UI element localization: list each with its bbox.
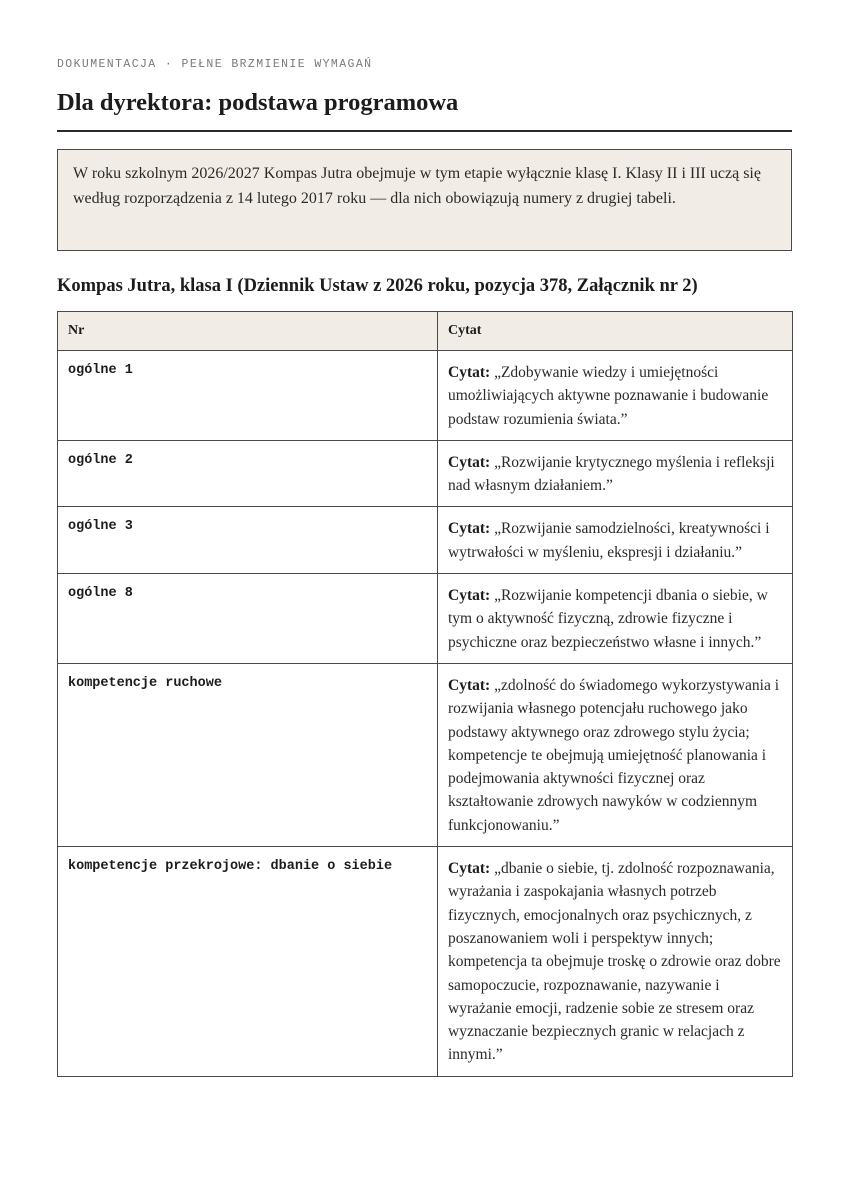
table-row bbox=[58, 663, 793, 846]
quote-text: „zdolność do świadomego wykorzystywania i rozwijania własnego potencjału ruchowego jako podstawy aktywnego oraz zdrowego stylu życia; kompetencje te obejmują umiejętność planowania i podejmowania aktywności fizycznej oraz kształtowanie zdrowych nawyków w codziennym funkcjonowaniu.” bbox=[448, 676, 780, 834]
row-quote-cell bbox=[438, 507, 793, 574]
table-row bbox=[58, 351, 793, 441]
row-number-cell: ogólne 3 bbox=[58, 507, 438, 574]
row-number-cell: kompetencje przekrojowe: dbanie o siebie bbox=[58, 847, 438, 1077]
column-header-nr: Nr bbox=[58, 312, 438, 351]
quote-label: Cytat: bbox=[448, 364, 491, 381]
row-quote-cell bbox=[438, 574, 793, 664]
quote-text: „Rozwijanie samodzielności, kreatywności i wytrwałości w myśleniu, ekspresji i działaniu.” bbox=[448, 520, 770, 561]
row-quote-cell bbox=[438, 440, 793, 507]
table-row bbox=[58, 847, 793, 1077]
requirements-table bbox=[57, 311, 793, 1077]
info-note bbox=[57, 149, 792, 251]
quote-label: Cytat: bbox=[448, 676, 491, 694]
quote-text: „Zdobywanie wiedzy i umiejętności umożliwiających aktywne poznawanie i budowanie podstaw rozumienia świata.” bbox=[448, 364, 769, 428]
table-row bbox=[58, 440, 793, 507]
row-quote-cell bbox=[438, 847, 793, 1077]
quote-text: „Rozwijanie krytycznego myślenia i refleksji nad własnym działaniem.” bbox=[448, 453, 775, 495]
title-divider bbox=[57, 130, 792, 132]
column-header-cytat: Cytat bbox=[438, 312, 793, 351]
row-quote-cell bbox=[438, 351, 793, 441]
quote-label: Cytat: bbox=[448, 520, 491, 538]
quote-label: Cytat: bbox=[448, 453, 491, 471]
row-number-cell: kompetencje ruchowe bbox=[58, 663, 438, 846]
info-note-text: W roku szkolnym 2026/2027 Kompas Jutra obejmuje w tym etapie wyłącznie klasę I. Klasy II i III uczą się według rozporządzenia z 14 lutego 2017 roku — dla nich obowiązują numery z drugiej tabeli. bbox=[73, 165, 761, 207]
row-number-cell: ogólne 1 bbox=[58, 351, 438, 441]
row-quote-cell bbox=[438, 663, 793, 846]
table-row bbox=[58, 507, 793, 574]
section-title: Kompas Jutra, klasa I (Dziennik Ustaw z 2026 roku, pozycja 378, Załącznik nr 2) bbox=[57, 276, 698, 296]
row-number-cell: ogólne 2 bbox=[58, 440, 438, 507]
document-eyebrow: DOKUMENTACJA · PEŁNE BRZMIENIE WYMAGAŃ bbox=[57, 58, 373, 71]
quote-text: „dbanie o siebie, tj. zdolność rozpoznawania, wyrażania i zaspokajania własnych potrzeb fizycznych, emocjonalnych oraz psychicznych, z poszanowaniem woli i perspektyw innych; kompetencja ta obejmuje troskę o zdrowie oraz dobre samopoczucie, rozpoznawanie, nazywanie i wyrażanie emocji, radzenie sobie ze stresem oraz wyznaczanie bezpiecznych granic w relacjach z innymi.” bbox=[448, 860, 781, 1064]
page-title: Dla dyrektora: podstawa programowa bbox=[57, 89, 459, 116]
row-number-cell: ogólne 8 bbox=[58, 574, 438, 664]
quote-label: Cytat: bbox=[448, 860, 491, 878]
table-header-row bbox=[58, 312, 793, 351]
table-row bbox=[58, 574, 793, 664]
quote-label: Cytat: bbox=[448, 587, 491, 605]
quote-text: „Rozwijanie kompetencji dbania o siebie, w tym o aktywność fizyczną, zdrowie fizyczne i psychiczne oraz bezpieczeństwo własne i innych.” bbox=[448, 587, 768, 651]
